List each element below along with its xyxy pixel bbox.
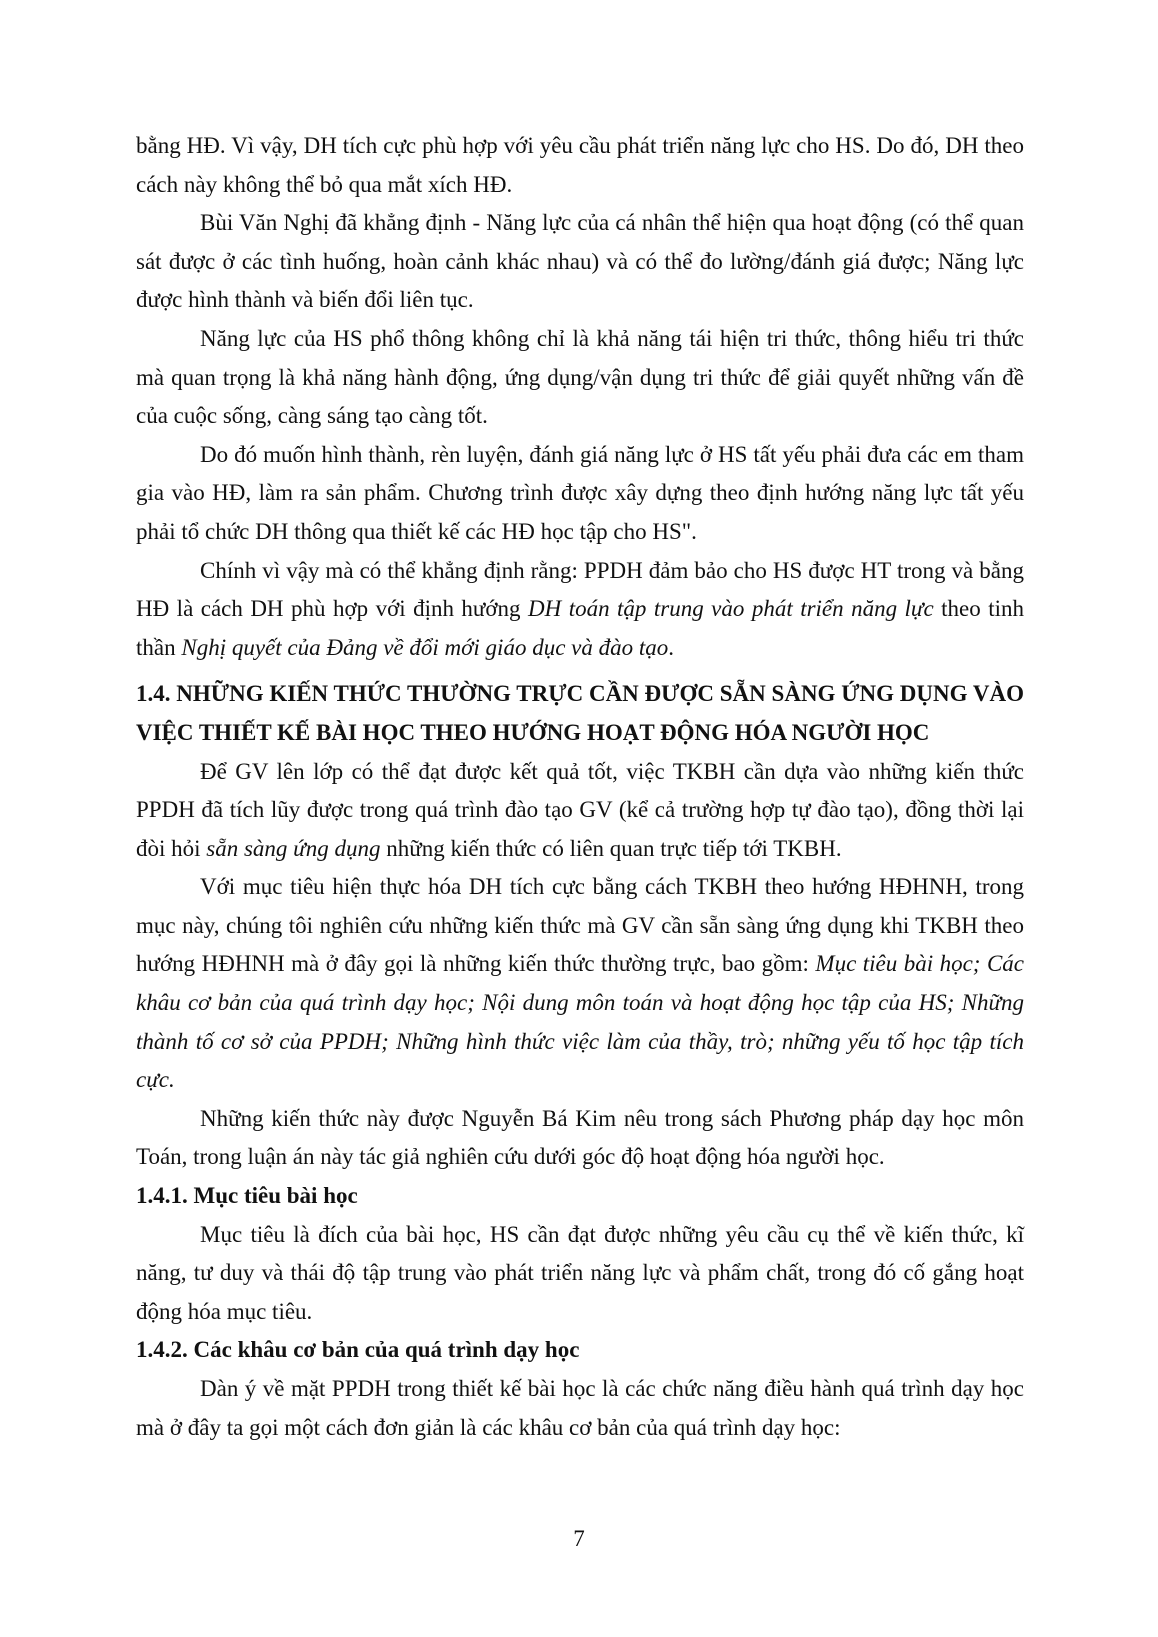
paragraph-3: Năng lực của HS phổ thông không chỉ là khả năng tái hiện tri thức, thông hiểu tri thức mà quan trọng là khả năng hành động, ứng dụng/vận dụng tri thức để giải quyết những vấn đề của cuộc sống, càng sáng tạo càng tốt. [136, 325, 1024, 429]
paragraph-7-text-a: Với mục tiêu hiện thực hóa DH tích cực bằng cách TKBH theo hướng HĐHNH, trong mục này, chúng tôi nghiên cứu những kiến thức mà GV cần sẵn sàng ứng dụng khi TKBH theo hướng HĐHNH mà ở đây gọi là những kiến thức thường trực, bao gồm: [136, 874, 1024, 977]
paragraph-6-text-a: Để GV lên lớp có thể đạt được kết quả tốt, việc TKBH cần dựa vào những kiến thức PPDH đã tích lũy được trong quá trình đào tạo GV (kể cả trường hợp tự đào tạo), đồng thời lại đòi hỏi [136, 758, 1024, 861]
paragraph-5-italic-2: Nghị quyết của Đảng về đổi mới giáo dục và đào tạo [181, 634, 669, 660]
paragraph-5 [136, 552, 1024, 668]
paragraph-6-italic: sẵn sàng ứng dụng [206, 835, 381, 861]
section-heading-1-4: 1.4. NHỮNG KIẾN THỨC THƯỜNG TRỰC CẦN ĐƯỢC SẴN SÀNG ỨNG DỤNG VÀO VIỆC THIẾT KẾ BÀI HỌC THEO HƯỚNG HOẠT ĐỘNG HÓA NGƯỜI HỌC [136, 681, 1024, 745]
paragraph-8: Những kiến thức này được Nguyễn Bá Kim nêu trong sách Phương pháp dạy học môn Toán, trong luận án này tác giả nghiên cứu dưới góc độ hoạt động hóa người học. [136, 1105, 1024, 1170]
section-heading-1-4-2: 1.4.2. Các khâu cơ bản của quá trình dạy học [136, 1337, 580, 1363]
paragraph-1: bằng HĐ. Vì vậy, DH tích cực phù hợp với yêu cầu phát triển năng lực cho HS. Do đó, DH theo cách này không thể bỏ qua mắt xích HĐ. [136, 133, 1024, 197]
paragraph-6-text-b: những kiến thức có liên quan trực tiếp tới TKBH. [380, 835, 842, 861]
paragraph-2: Bùi Văn Nghị đã khẳng định - Năng lực của cá nhân thể hiện qua hoạt động (có thể quan sát được ở các tình huống, hoàn cảnh khác nhau) và có thể đo lường/đánh giá được; Năng lực được hình thành và biến đổi liên tục. [136, 210, 1024, 313]
paragraph-7-italic: Mục tiêu bài học; Các khâu cơ bản của quá trình dạy học; Nội dung môn toán và hoạt động học tập của HS; Những thành tố cơ sở của PPDH; Những hình thức việc làm của thầy, trò; những yếu tố học tập tích cực. [136, 951, 1024, 1093]
paragraph-5-text-c: . [668, 634, 674, 660]
paragraph-9: Mục tiêu là đích của bài học, HS cần đạt được những yêu cầu cụ thể về kiến thức, kĩ năng, tư duy và thái độ tập trung vào phát triển năng lực và phẩm chất, trong đó cố gắng hoạt động hóa mục tiêu. [136, 1221, 1024, 1324]
paragraph-4: Do đó muốn hình thành, rèn luyện, đánh giá năng lực ở HS tất yếu phải đưa các em tham gia vào HĐ, làm ra sản phẩm. Chương trình được xây dựng theo định hướng năng lực tất yếu phải tổ chức DH thông qua thiết kế các HĐ học tập cho HS". [136, 441, 1024, 544]
paragraph-5-text-b: theo tinh thần [136, 596, 1024, 660]
page-body [136, 127, 1024, 1447]
paragraph-10: Dàn ý về mặt PPDH trong thiết kế bài học là các chức năng điều hành quá trình dạy học mà ở đây ta gọi một cách đơn giản là các khâu cơ bản của quá trình dạy học: [136, 1376, 1024, 1440]
paragraph-7 [136, 868, 1024, 1100]
section-heading-1-4-1: 1.4.1. Mục tiêu bài học [136, 1183, 358, 1209]
paragraph-6 [136, 753, 1024, 869]
paragraph-5-italic-1: DH toán tập trung vào phát triển năng lực [528, 596, 934, 622]
paragraph-5-text-a: Chính vì vậy mà có thể khẳng định rằng: PPDH đảm bảo cho HS được HT trong và bằng HĐ là cách DH phù hợp với định hướng [136, 557, 1024, 622]
page-number: 7 [573, 1526, 585, 1551]
